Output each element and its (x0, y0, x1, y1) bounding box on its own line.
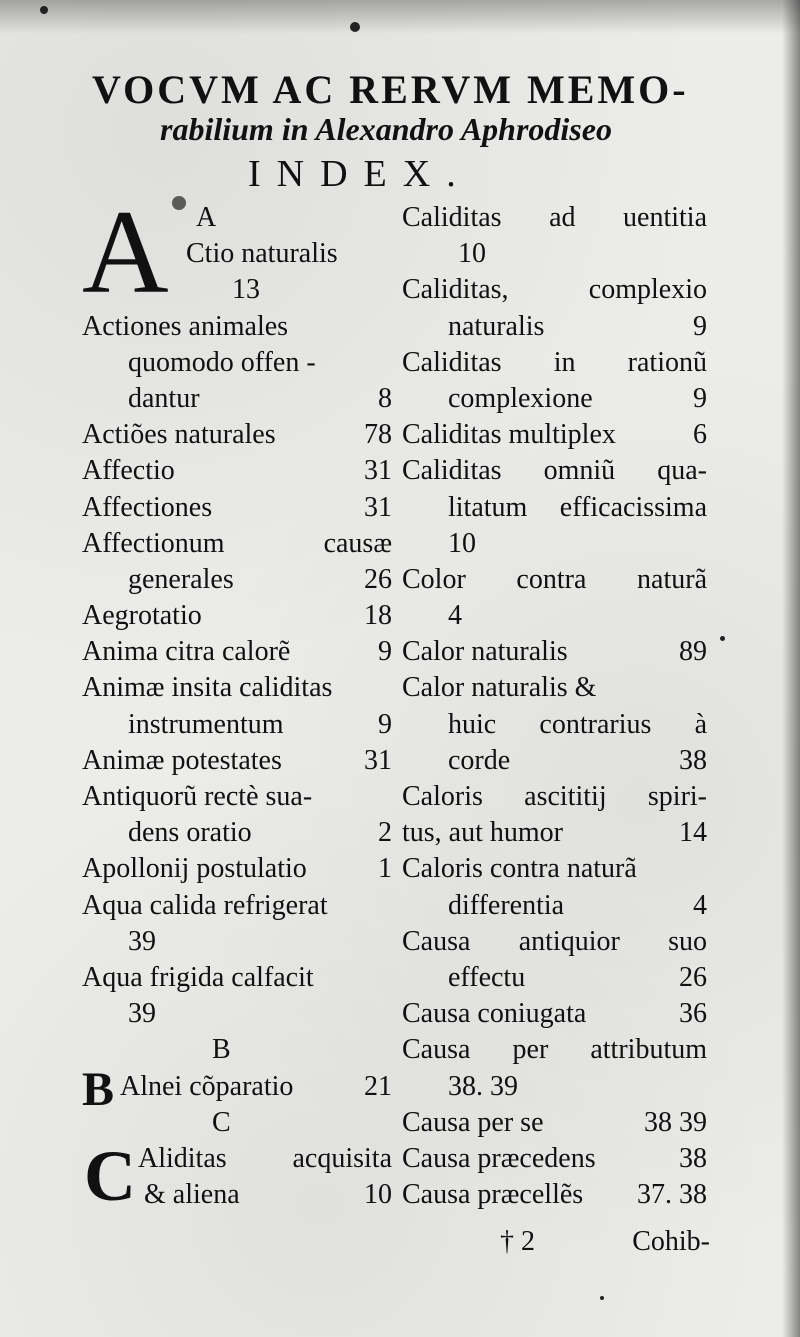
entry-page-number: 9 (693, 382, 707, 414)
index-entry (82, 1062, 392, 1116)
index-entry (82, 996, 392, 1032)
entry-page-number: 26 (679, 961, 707, 993)
entry-term: Ctio naturalis (186, 238, 338, 270)
index-entry (402, 272, 707, 308)
entry-page-number: 38 (679, 1142, 707, 1174)
entry-page-number: 18 (364, 600, 392, 632)
entry-page-number: 37. 38 (637, 1179, 707, 1211)
index-entry (82, 453, 392, 489)
entry-term: Causa præcellẽs (402, 1179, 584, 1211)
entry-term: quomodo offen - (128, 346, 316, 378)
index-title-line-3: INDEX. (248, 153, 472, 195)
signature-mark: † 2 (500, 1226, 535, 1257)
index-column-right (402, 200, 707, 1213)
entry-page-number: 6 (693, 419, 707, 451)
entry-term: Affectiones (82, 491, 213, 523)
index-entry (82, 924, 392, 960)
index-entry (402, 924, 707, 960)
index-entry (82, 562, 392, 598)
entry-page-number: 9 (378, 636, 392, 668)
ink-speck (40, 6, 48, 14)
index-entry (402, 1105, 707, 1141)
entry-term: 10 (448, 527, 476, 559)
index-entry (82, 490, 392, 526)
ink-speck (350, 22, 360, 32)
drop-cap-a: A (82, 185, 169, 318)
index-entry (82, 598, 392, 634)
entry-page-number: 14 (679, 817, 707, 849)
entry-term: corde (448, 744, 511, 776)
entry-term: dantur (128, 382, 200, 414)
ink-speck (172, 196, 186, 210)
section-heading-b (82, 1032, 392, 1068)
entry-term: Color contra naturã (402, 563, 707, 595)
page-footer (500, 1226, 710, 1266)
index-entry (402, 526, 707, 562)
entry-page-number: 4 (693, 889, 707, 921)
entry-term: Caloris ascititij spiri- (402, 781, 707, 812)
index-entry (402, 345, 707, 381)
index-entry (82, 345, 392, 381)
entry-term: Aegrotatio (82, 600, 202, 632)
entry-term: Caliditas ad uentitia (402, 202, 707, 233)
index-entry (82, 526, 392, 562)
entry-page-number: 1 (378, 853, 392, 885)
section-letter: C (212, 1106, 231, 1138)
entry-term: Alnei cõparatio (120, 1070, 294, 1102)
entry-term: 38. 39 (448, 1070, 518, 1102)
entry-term: differentia (448, 889, 565, 921)
index-entry (82, 381, 392, 417)
section-letter: B (212, 1034, 231, 1066)
index-entry (82, 272, 392, 308)
entry-page-number: 89 (679, 636, 707, 668)
index-entry (402, 562, 707, 598)
entry-term: 39 (128, 998, 156, 1030)
entry-page-number: 38 (679, 744, 707, 776)
entry-term: complexione (448, 382, 593, 414)
index-entry (82, 707, 392, 743)
index-entry (402, 417, 707, 453)
index-entry (402, 634, 707, 670)
index-title-line-1: VOCVM AC RERVM MEMO- (92, 67, 689, 112)
index-entry (402, 670, 707, 706)
ink-speck (720, 636, 725, 641)
entry-page-number: 8 (378, 382, 392, 414)
entry-term: litatum efficacissima (448, 491, 707, 523)
entry-term: Caliditas, complexio (402, 274, 707, 306)
entry-term: Caloris contra naturã (402, 853, 637, 885)
index-entry (402, 779, 707, 815)
entry-term: 13 (232, 274, 260, 306)
entry-term: Apollonij postulatio (82, 853, 307, 885)
entry-term: & aliena (144, 1179, 240, 1211)
index-entry (82, 1177, 392, 1213)
entry-page-number: 31 (364, 491, 392, 523)
entry-term: 39 (128, 925, 156, 957)
index-entry (82, 815, 392, 851)
entry-term: 4 (448, 600, 462, 632)
index-title-line-2: rabilium in Alexandro Aphrodiseo (160, 111, 612, 147)
index-column-left (82, 185, 392, 1216)
page-shadow-right (782, 0, 800, 1337)
page-shadow-top (0, 0, 800, 34)
section-letter: A (196, 202, 217, 233)
entry-term: Aliditas acquisita (138, 1142, 392, 1174)
entry-term: Aqua frigida calfacit (82, 961, 314, 993)
entry-term: Anima citra calorẽ (82, 636, 291, 668)
entry-term: Animæ potestates (82, 744, 282, 776)
entry-term: 10 (458, 238, 486, 270)
entry-page-number: 78 (364, 419, 392, 451)
index-entry (402, 598, 707, 634)
entry-term: Caliditas in rationũ (402, 346, 707, 378)
index-entry (402, 236, 707, 272)
entry-term: Causa per attributum (402, 1034, 707, 1066)
entry-page-number: 2 (378, 817, 392, 849)
index-entry (402, 960, 707, 996)
entry-term: instrumentum (128, 708, 284, 740)
index-entry (82, 888, 392, 924)
entry-term: tus, aut humor (402, 817, 563, 849)
entry-term: Affectio (82, 455, 175, 487)
index-entry (402, 888, 707, 924)
drop-cap-b: B (82, 1062, 115, 1116)
index-entry (402, 309, 707, 345)
index-entry (82, 309, 392, 345)
entry-term: Aqua calida refrigerat (82, 889, 328, 921)
index-entry (82, 851, 392, 887)
index-entry (402, 996, 707, 1032)
entry-page-number: 9 (378, 708, 392, 740)
index-entry (402, 1069, 707, 1105)
entry-term: naturalis (448, 310, 545, 342)
index-entry (402, 490, 707, 526)
index-entry (82, 417, 392, 453)
catchword: Cohib- (632, 1226, 710, 1257)
index-entry (402, 743, 707, 779)
index-entry (402, 453, 707, 489)
entry-term: Causa per se (402, 1106, 544, 1138)
section-heading-a (82, 200, 392, 236)
entry-term: huic contrarius à (448, 708, 707, 740)
ink-speck (600, 1296, 604, 1300)
index-entry (402, 1141, 707, 1177)
index-entry (82, 236, 392, 272)
entry-term: Actiões naturales (82, 419, 276, 451)
drop-cap-c: C (84, 1135, 136, 1216)
index-entry (82, 634, 392, 670)
index-entry (402, 707, 707, 743)
entry-page-number: 26 (364, 563, 392, 595)
entry-term: Antiquorũ rectè sua- (82, 781, 313, 812)
index-entry (82, 779, 392, 815)
entry-term: Animæ insita caliditas (82, 672, 333, 704)
entry-term: dens oratio (128, 817, 252, 849)
index-entry (402, 200, 707, 236)
index-entry (402, 815, 707, 851)
entry-term: Causa præcedens (402, 1142, 596, 1174)
index-entry (402, 1177, 707, 1213)
entry-page-number: 31 (364, 455, 392, 487)
entry-page-number: 9 (693, 310, 707, 342)
entry-term: Calor naturalis (402, 636, 568, 668)
index-entry (402, 851, 707, 887)
entry-term: Causa antiquior suo (402, 925, 707, 957)
index-entry (82, 743, 392, 779)
entry-term: Calor naturalis & (402, 672, 597, 704)
entry-term: Caliditas multiplex (402, 419, 616, 451)
index-entry (82, 960, 392, 996)
entry-term: effectu (448, 961, 526, 993)
entry-page-number: 10 (364, 1179, 392, 1211)
index-entry (82, 670, 392, 706)
index-entry (402, 1032, 707, 1068)
entry-term: Caliditas omniũ qua- (402, 455, 707, 487)
entry-term: Causa coniugata (402, 998, 587, 1030)
entry-page-number: 38 39 (644, 1106, 707, 1138)
index-entry (402, 381, 707, 417)
entry-page-number: 31 (364, 744, 392, 776)
entry-term: Affectionum causæ (82, 527, 392, 559)
entry-page-number: 36 (679, 998, 707, 1030)
entry-page-number: 21 (364, 1070, 392, 1102)
entry-term: Actiones animales (82, 310, 289, 342)
entry-term: generales (128, 563, 234, 595)
